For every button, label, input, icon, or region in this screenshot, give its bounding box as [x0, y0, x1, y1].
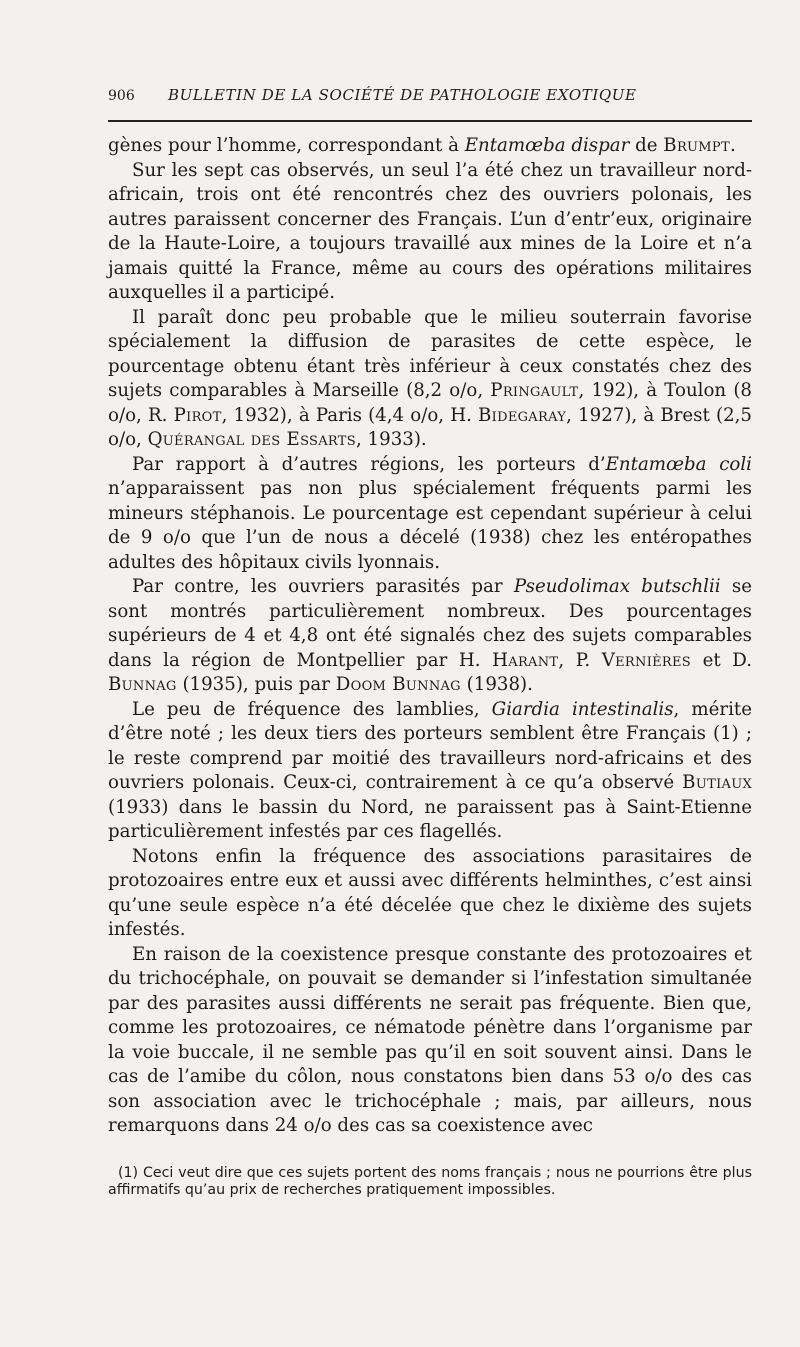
author-name: Vernières: [601, 649, 691, 671]
species-name: Pseudolimax butschlii: [513, 576, 721, 597]
author-name: Butiaux: [682, 772, 752, 793]
header-rule: [108, 120, 752, 122]
page: [108, 86, 752, 1139]
species-name: Entamœba dispar: [464, 135, 630, 156]
paragraph-3: Il paraît donc peu probable que le milieu souterrain favorise spécialement la diffusion de parasites de cette espèce, le pourcentage obtenu étant très inférieur à ceux constatés chez des sujets comparables à Marseille (8,2 o/o, Pringault, 192), à Toulon (8 o/o, R. Pirot, 1932), à Paris (4,4 o/o, H. Bidegaray, 1927), à Brest (2,5 o/o, Quérangal des Essarts, 1933).: [108, 306, 752, 450]
paragraph-7: Notons enfin la fréquence des associations parasitaires de protozoaires entre eux et aussi avec différents helminthes, c’est ainsi qu’une seule espèce n’a été décelée que chez le dixième des sujets infestés.: [108, 845, 752, 940]
paragraph-4: Par rapport à d’autres régions, les porteurs d’Entamœba coli n’apparaissent pas non plus spécialement fréquents parmi les mineurs stéphanois. Le pourcentage est cependant supérieur à celui de 9 o/o que l’un de nous a décelé (1938) chez les entéropathes adultes des hôpitaux civils lyonnais.: [108, 453, 752, 573]
running-header: [108, 86, 752, 116]
page-number: 906: [108, 88, 135, 104]
author-name: Doom Bunnag: [335, 674, 461, 695]
species-name: Giardia intestinalis: [491, 698, 674, 720]
running-title: BULLETIN DE LA SOCIÉTÉ DE PATHOLOGIE EXOTIQUE: [168, 86, 637, 104]
species-name: Entamœba coli: [605, 453, 752, 475]
paragraph-5: Par contre, les ouvriers parasités par Pseudolimax butschlii se sont montrés particulièrement nombreux. Des pourcentages supérieurs de 4 et 4,8 ont été signalés chez des sujets comparables dans la région de Montpellier par H. Harant, P. Vernières et D. Bunnag (1935), puis par Doom Bunnag (1938).: [108, 576, 752, 695]
author-name: Bunnag: [108, 674, 177, 695]
footnote: [108, 1165, 752, 1199]
author-name: Brumpt: [663, 135, 730, 156]
footnote-text: (1) Ceci veut dire que ces sujets portent des noms français ; nous ne pourrions être plus affirmatifs qu’au prix de recherches pratiquement impossibles.: [108, 1165, 752, 1198]
paragraph-2: Sur les sept cas observés, un seul l’a été chez un travailleur nord-africain, trois ont été rencontrés chez des ouvriers polonais, les autres paraissent concerner des Français. L’un d’entr’eux, originaire de la Haute-Loire, a toujours travaillé aux mines de la Loire et n’a jamais quitté la France, même au cours des opérations militaires auxquelles il a participé.: [108, 159, 752, 303]
paragraph-8: En raison de la coexistence presque constante des protozoaires et du trichocéphale, on pouvait se demander si l’infestation simultanée par des parasites aussi différents ne serait pas fréquente. Bien que, comme les protozoaires, ce nématode pénètre dans l’organisme par la voie buccale, il ne semble pas qu’il en soit souvent ainsi. Dans le cas de l’amibe du côlon, nous constatons bien dans 53 o/o des cas son association avec le trichocéphale ; mais, par ailleurs, nous remarquons dans 24 o/o des cas sa coexistence avec: [108, 943, 752, 1136]
paragraph-6: Le peu de fréquence des lamblies, Giardia intestinalis, mérite d’être noté ; les deux tiers des porteurs semblent être Français (1) ; le reste comprend par moitié des travailleurs nord-africains et des ouvriers polonais. Ceux-ci, contrairement à ce qu’a observé Butiaux (1933) dans le bassin du Nord, ne paraissent pas à Saint-Etienne particulièrement infestés par ces flagellés.: [108, 698, 752, 842]
author-name: Pirot: [173, 404, 222, 426]
author-name: Bidegaray: [478, 404, 567, 426]
author-name: Pringault: [490, 380, 579, 401]
paragraph-1: gènes pour l’homme, correspondant à Entamœba dispar de Brumpt.: [108, 135, 736, 156]
author-name: Quérangal des Essarts: [147, 429, 356, 450]
article-body: [108, 134, 752, 1139]
author-name: Harant: [492, 649, 559, 671]
